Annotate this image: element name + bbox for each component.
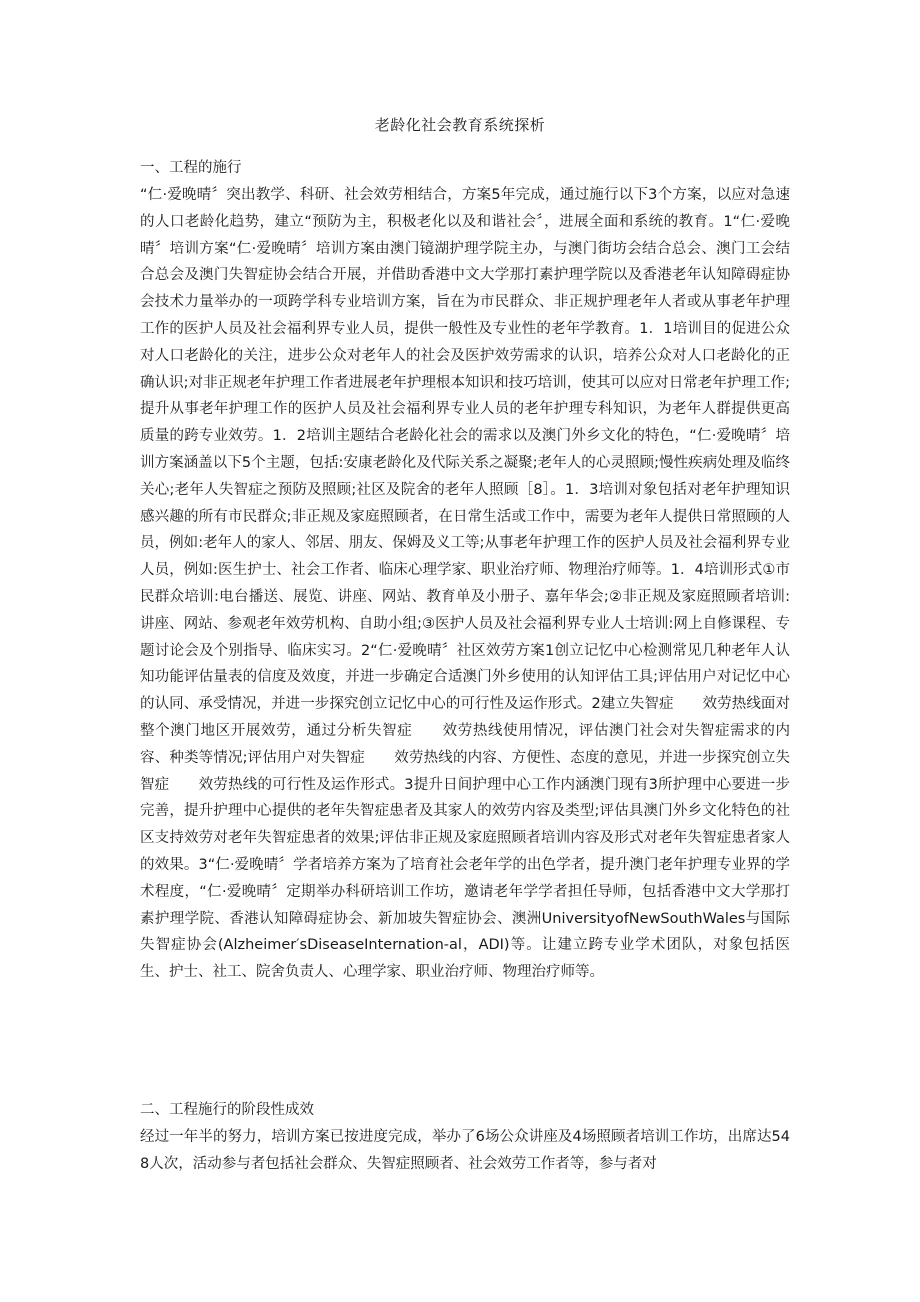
section-heading-2: 二、工程施行的阶段性成效 [140,1102,314,1118]
section-body-1: “仁·爱晚晴〞突出教学、科研、社会效劳相结合，方案5年完成，通过施行以下3个方案，以应对急速的人口老龄化趋势，建立“预防为主，积极老化以及和谐社会〞，进展全面和系统的教育。1“仁·爱晚晴〞培训方案“仁·爱晚晴〞培训方案由澳门镜湖护理学院主办，与澳门街坊会结合总会、澳门工会结合总会及澳门失智症协会结合开展，并借助香港中文大学那打素护理学院以及香港老年认知障碍症协会技术力量举办的一项跨学科专业培训方案，旨在为市民群众、非正规护理老年人者或从事老年护理工作的医护人员及社会福利界专业人员，提供一般性及专业性的老年学教育。1．1培训目的促进公众对人口老龄化的关注，进步公众对老年人的社会及医护效劳需求的认识，培养公众对人口老龄化的正确认识;对非正规老年护理工作者进展老年护理根本知识和技巧培训，使其可以应对日常老年护理工作;提升从事老年护理工作的医护人员及社会福利界专业人员的老年护理专科知识，为老年人群提供更高质量的跨专业效劳。1．2培训主题结合老龄化社会的需求以及澳门外乡文化的特色，“仁·爱晚晴〞培训方案涵盖以下5个主题，包括:安康老龄化及代际关系之凝聚;老年人的心灵照顾;慢性疾病处理及临终关心;老年人失智症之预防及照顾;社区及院舍的老年人照顾［8］。1．3培训对象包括对老年护理知识感兴趣的所有市民群众;非正规及家庭照顾者，在日常生活或工作中，需要为老年人提供日常照顾的人员，例如:老年人的家人、邻居、朋友、保姆及义工等;从事老年护理工作的医护人员及社会福利界专业人员，例如:医生护士、社会工作者、临床心理学家、职业治疗师、物理治疗师等。1．4培训形式①市民群众培训:电台播送、展览、讲座、网站、教育单及小册子、嘉年华会;②非正规及家庭照顾者培训:讲座、网站、参观老年效劳机构、自助小组;③医护人员及社会福利界专业人士培训:网上自修课程、专题讨论会及个别指导、临床实习。2“仁·爱晚晴〞社区效劳方案1创立记忆中心检测常见几种老年人认知功能评估量表的信度及效度，并进一步确定合适澳门外乡使用的认知评估工具;评估用户对记忆中心的认同、承受情况，并进一步探究创立记忆中心的可行性及运作形式。2建立失智症 效劳热线面对整个澳门地区开展效劳，通过分析失智症 效劳热线使用情况，评估澳门社会对失智症需求的内容、种类等情况;评估用户对失智症 效劳热线的内容、方便性、态度的意见，并进一步探究创立失智症 效劳热线的可行性及运作形式。3提升日间护理中心工作内涵澳门现有3所护理中心要进一步完善，提升护理中心提供的老年失智症患者及其家人的效劳内容及类型;评估具澳门外乡文化特色的社区支持效劳对老年失智症患者的效果;评估非正规及家庭照顾者培训内容及形式对老年失智症患者家人的效果。3“仁·爱晚晴〞学者培养方案为了培育社会老年学的出色学者，提升澳门老年护理专业界的学术程度，“仁·爱晚晴〞定期举办科研培训工作坊，邀请老年学学者担任导师，包括香港中文大学那打素护理学院、香港认知障碍症协会、新加坡失智症协会、澳洲UniversityofNewSouthWales与国际失智症协会(Alzheimer′sDiseaseInternation-al，ADI)等。让建立跨专业学术团队，对象包括医生、护士、社工、院舍负责人、心理学家、职业治疗师、物理治疗师等。 [140,187,790,981]
document-title: 老龄化社会教育系统探析 [374,116,546,134]
section-body-2: 经过一年半的努力，培训方案已按进度完成，举办了6场公众讲座及4场照顾者培训工作坊，出席达548人次，活动参与者包括社会群众、失智症照顾者、社会效劳工作者等，参与者对 [140,1129,790,1172]
section-heading-1: 一、工程的施行 [140,160,242,176]
